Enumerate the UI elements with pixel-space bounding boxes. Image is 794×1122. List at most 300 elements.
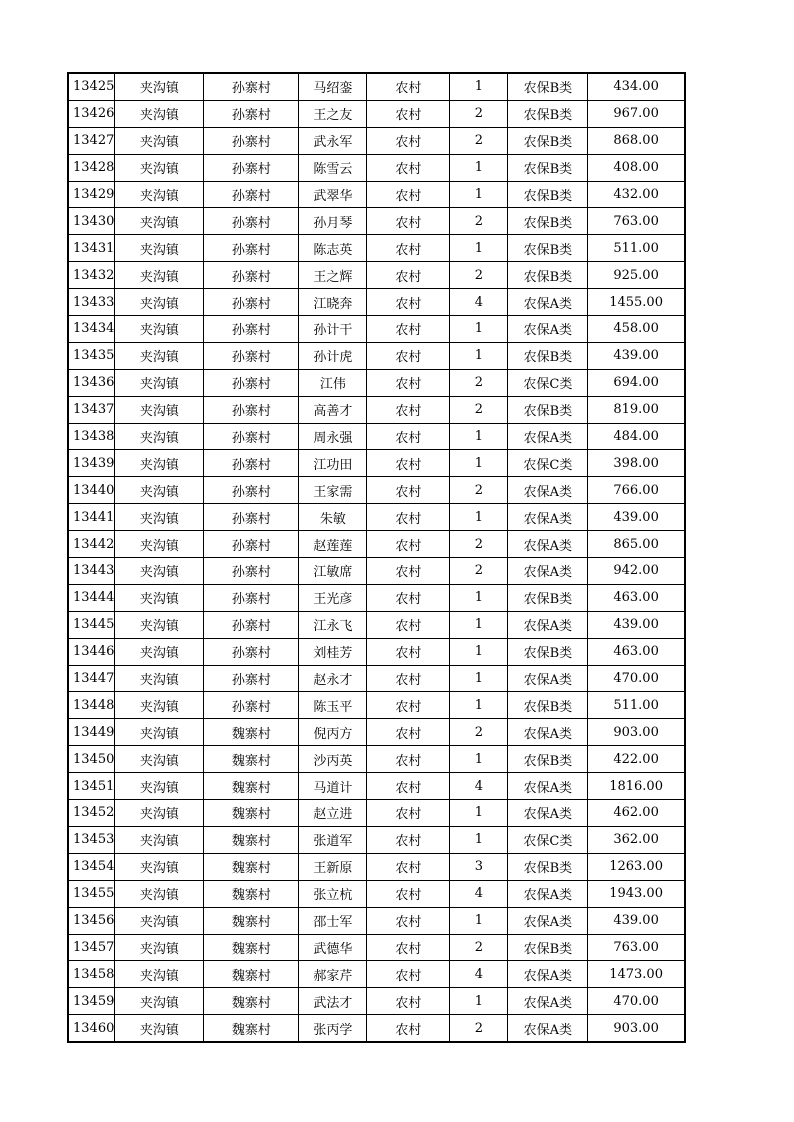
cell-insurance-category: 农保A类 (508, 477, 588, 504)
cell-household-count: 1 (450, 316, 508, 343)
cell-town: 夹沟镇 (115, 611, 204, 638)
cell-household-count: 1 (450, 611, 508, 638)
cell-insurance-category: 农保A类 (508, 961, 588, 988)
cell-town: 夹沟镇 (115, 826, 204, 853)
table-body (68, 73, 685, 1042)
table-row (68, 154, 685, 181)
cell-name: 邵士军 (299, 907, 367, 934)
table-row (68, 450, 685, 477)
cell-area-type: 农村 (367, 423, 450, 450)
cell-town: 夹沟镇 (115, 638, 204, 665)
cell-insurance-category: 农保A类 (508, 531, 588, 558)
cell-household-count: 2 (450, 262, 508, 289)
cell-area-type: 农村 (367, 208, 450, 235)
cell-area-type: 农村 (367, 558, 450, 585)
cell-name: 王家需 (299, 477, 367, 504)
cell-household-count: 1 (450, 235, 508, 262)
table-row (68, 100, 685, 127)
cell-insurance-category: 农保B类 (508, 638, 588, 665)
cell-town: 夹沟镇 (115, 773, 204, 800)
cell-household-count: 1 (450, 181, 508, 208)
cell-record-id: 13438 (68, 423, 115, 450)
cell-name: 赵莲莲 (299, 531, 367, 558)
cell-insurance-category: 农保B类 (508, 262, 588, 289)
cell-amount: 1473.00 (588, 961, 685, 988)
table-row (68, 73, 685, 100)
cell-insurance-category: 农保B类 (508, 934, 588, 961)
cell-insurance-category: 农保C类 (508, 826, 588, 853)
cell-household-count: 1 (450, 423, 508, 450)
table-row (68, 746, 685, 773)
cell-town: 夹沟镇 (115, 531, 204, 558)
cell-village: 孙寨村 (204, 316, 299, 343)
cell-household-count: 1 (450, 73, 508, 100)
cell-record-id: 13459 (68, 988, 115, 1015)
cell-insurance-category: 农保B类 (508, 127, 588, 154)
table-row (68, 423, 685, 450)
cell-amount: 766.00 (588, 477, 685, 504)
cell-area-type: 农村 (367, 961, 450, 988)
cell-town: 夹沟镇 (115, 73, 204, 100)
cell-area-type: 农村 (367, 826, 450, 853)
cell-village: 孙寨村 (204, 584, 299, 611)
cell-amount: 439.00 (588, 907, 685, 934)
cell-name: 郝家芹 (299, 961, 367, 988)
cell-amount: 439.00 (588, 504, 685, 531)
cell-insurance-category: 农保C类 (508, 369, 588, 396)
cell-village: 孙寨村 (204, 638, 299, 665)
cell-name: 赵永才 (299, 665, 367, 692)
cell-name: 武永军 (299, 127, 367, 154)
cell-area-type: 农村 (367, 342, 450, 369)
cell-name: 孙计虎 (299, 342, 367, 369)
cell-name: 马绍銮 (299, 73, 367, 100)
cell-name: 孙月琴 (299, 208, 367, 235)
table-row (68, 342, 685, 369)
cell-household-count: 4 (450, 961, 508, 988)
cell-record-id: 13440 (68, 477, 115, 504)
cell-name: 王光彦 (299, 584, 367, 611)
cell-record-id: 13437 (68, 396, 115, 423)
cell-village: 魏寨村 (204, 907, 299, 934)
table-row (68, 719, 685, 746)
cell-record-id: 13436 (68, 369, 115, 396)
cell-amount: 463.00 (588, 638, 685, 665)
cell-insurance-category: 农保B类 (508, 73, 588, 100)
table-row (68, 961, 685, 988)
cell-amount: 484.00 (588, 423, 685, 450)
cell-household-count: 1 (450, 746, 508, 773)
cell-town: 夹沟镇 (115, 262, 204, 289)
table-row (68, 181, 685, 208)
cell-record-id: 13450 (68, 746, 115, 773)
cell-name: 江伟 (299, 369, 367, 396)
cell-village: 孙寨村 (204, 692, 299, 719)
cell-insurance-category: 农保C类 (508, 450, 588, 477)
cell-town: 夹沟镇 (115, 342, 204, 369)
cell-town: 夹沟镇 (115, 800, 204, 827)
table-row (68, 584, 685, 611)
cell-town: 夹沟镇 (115, 746, 204, 773)
cell-area-type: 农村 (367, 127, 450, 154)
cell-household-count: 1 (450, 584, 508, 611)
cell-household-count: 1 (450, 154, 508, 181)
cell-name: 江永飞 (299, 611, 367, 638)
table-row (68, 853, 685, 880)
cell-village: 魏寨村 (204, 1015, 299, 1042)
cell-record-id: 13449 (68, 719, 115, 746)
cell-village: 魏寨村 (204, 880, 299, 907)
cell-record-id: 13446 (68, 638, 115, 665)
cell-name: 张道军 (299, 826, 367, 853)
cell-town: 夹沟镇 (115, 853, 204, 880)
table-row (68, 262, 685, 289)
table-row (68, 665, 685, 692)
cell-household-count: 1 (450, 692, 508, 719)
cell-record-id: 13428 (68, 154, 115, 181)
cell-amount: 942.00 (588, 558, 685, 585)
cell-record-id: 13441 (68, 504, 115, 531)
cell-record-id: 13447 (68, 665, 115, 692)
cell-village: 孙寨村 (204, 262, 299, 289)
cell-amount: 434.00 (588, 73, 685, 100)
cell-insurance-category: 农保A类 (508, 800, 588, 827)
table-row (68, 1015, 685, 1042)
table-row (68, 504, 685, 531)
cell-area-type: 农村 (367, 73, 450, 100)
cell-village: 孙寨村 (204, 665, 299, 692)
cell-name: 周永强 (299, 423, 367, 450)
cell-record-id: 13426 (68, 100, 115, 127)
cell-village: 魏寨村 (204, 826, 299, 853)
cell-town: 夹沟镇 (115, 1015, 204, 1042)
cell-village: 孙寨村 (204, 235, 299, 262)
cell-name: 陈志英 (299, 235, 367, 262)
cell-insurance-category: 农保A类 (508, 611, 588, 638)
cell-household-count: 4 (450, 289, 508, 316)
cell-record-id: 13460 (68, 1015, 115, 1042)
cell-area-type: 农村 (367, 262, 450, 289)
cell-town: 夹沟镇 (115, 692, 204, 719)
cell-amount: 1943.00 (588, 880, 685, 907)
cell-amount: 1816.00 (588, 773, 685, 800)
cell-village: 魏寨村 (204, 746, 299, 773)
cell-town: 夹沟镇 (115, 423, 204, 450)
cell-household-count: 2 (450, 477, 508, 504)
cell-area-type: 农村 (367, 934, 450, 961)
table-row (68, 316, 685, 343)
cell-amount: 439.00 (588, 342, 685, 369)
cell-household-count: 2 (450, 396, 508, 423)
cell-village: 魏寨村 (204, 719, 299, 746)
cell-household-count: 4 (450, 880, 508, 907)
cell-name: 江敏席 (299, 558, 367, 585)
cell-amount: 763.00 (588, 208, 685, 235)
cell-area-type: 农村 (367, 154, 450, 181)
table-row (68, 934, 685, 961)
cell-amount: 432.00 (588, 181, 685, 208)
cell-amount: 865.00 (588, 531, 685, 558)
cell-household-count: 2 (450, 127, 508, 154)
cell-village: 魏寨村 (204, 853, 299, 880)
cell-record-id: 13435 (68, 342, 115, 369)
cell-village: 孙寨村 (204, 611, 299, 638)
cell-village: 孙寨村 (204, 154, 299, 181)
cell-town: 夹沟镇 (115, 235, 204, 262)
cell-village: 孙寨村 (204, 423, 299, 450)
cell-record-id: 13452 (68, 800, 115, 827)
cell-area-type: 农村 (367, 746, 450, 773)
cell-town: 夹沟镇 (115, 558, 204, 585)
cell-town: 夹沟镇 (115, 504, 204, 531)
cell-insurance-category: 农保B类 (508, 342, 588, 369)
cell-town: 夹沟镇 (115, 369, 204, 396)
cell-town: 夹沟镇 (115, 665, 204, 692)
cell-name: 王之友 (299, 100, 367, 127)
records-table (67, 72, 686, 1043)
cell-record-id: 13443 (68, 558, 115, 585)
cell-amount: 967.00 (588, 100, 685, 127)
cell-town: 夹沟镇 (115, 208, 204, 235)
table-row (68, 988, 685, 1015)
cell-village: 魏寨村 (204, 934, 299, 961)
cell-insurance-category: 农保B类 (508, 154, 588, 181)
table-row (68, 289, 685, 316)
cell-area-type: 农村 (367, 531, 450, 558)
cell-household-count: 1 (450, 826, 508, 853)
cell-name: 王之辉 (299, 262, 367, 289)
cell-insurance-category: 农保A类 (508, 907, 588, 934)
cell-household-count: 1 (450, 504, 508, 531)
cell-insurance-category: 农保B类 (508, 208, 588, 235)
cell-name: 马道计 (299, 773, 367, 800)
cell-name: 武德华 (299, 934, 367, 961)
cell-name: 孙计干 (299, 316, 367, 343)
cell-village: 孙寨村 (204, 127, 299, 154)
cell-town: 夹沟镇 (115, 880, 204, 907)
table-row (68, 235, 685, 262)
cell-amount: 422.00 (588, 746, 685, 773)
cell-name: 武法才 (299, 988, 367, 1015)
cell-insurance-category: 农保B类 (508, 853, 588, 880)
table-row (68, 558, 685, 585)
cell-village: 魏寨村 (204, 773, 299, 800)
cell-village: 孙寨村 (204, 181, 299, 208)
cell-record-id: 13444 (68, 584, 115, 611)
table-row (68, 477, 685, 504)
cell-record-id: 13432 (68, 262, 115, 289)
cell-name: 赵立进 (299, 800, 367, 827)
cell-insurance-category: 农保A类 (508, 773, 588, 800)
cell-insurance-category: 农保A类 (508, 289, 588, 316)
cell-record-id: 13451 (68, 773, 115, 800)
cell-amount: 1263.00 (588, 853, 685, 880)
cell-village: 孙寨村 (204, 450, 299, 477)
cell-household-count: 1 (450, 342, 508, 369)
cell-name: 江晓奔 (299, 289, 367, 316)
cell-amount: 462.00 (588, 800, 685, 827)
cell-insurance-category: 农保A类 (508, 558, 588, 585)
cell-amount: 1455.00 (588, 289, 685, 316)
cell-town: 夹沟镇 (115, 181, 204, 208)
cell-insurance-category: 农保A类 (508, 1015, 588, 1042)
cell-record-id: 13456 (68, 907, 115, 934)
cell-amount: 470.00 (588, 665, 685, 692)
table-row (68, 880, 685, 907)
cell-village: 孙寨村 (204, 558, 299, 585)
cell-record-id: 13454 (68, 853, 115, 880)
cell-amount: 819.00 (588, 396, 685, 423)
cell-amount: 470.00 (588, 988, 685, 1015)
cell-town: 夹沟镇 (115, 988, 204, 1015)
cell-insurance-category: 农保B类 (508, 692, 588, 719)
cell-insurance-category: 农保A类 (508, 316, 588, 343)
cell-insurance-category: 农保A类 (508, 504, 588, 531)
cell-area-type: 农村 (367, 396, 450, 423)
cell-village: 孙寨村 (204, 369, 299, 396)
cell-amount: 925.00 (588, 262, 685, 289)
cell-insurance-category: 农保B类 (508, 235, 588, 262)
cell-area-type: 农村 (367, 638, 450, 665)
cell-area-type: 农村 (367, 504, 450, 531)
cell-area-type: 农村 (367, 477, 450, 504)
cell-name: 王新原 (299, 853, 367, 880)
cell-insurance-category: 农保B类 (508, 396, 588, 423)
cell-insurance-category: 农保B类 (508, 584, 588, 611)
cell-household-count: 2 (450, 558, 508, 585)
cell-name: 刘桂芳 (299, 638, 367, 665)
cell-record-id: 13448 (68, 692, 115, 719)
cell-area-type: 农村 (367, 584, 450, 611)
cell-amount: 763.00 (588, 934, 685, 961)
cell-record-id: 13453 (68, 826, 115, 853)
cell-household-count: 1 (450, 907, 508, 934)
cell-record-id: 13429 (68, 181, 115, 208)
cell-amount: 903.00 (588, 719, 685, 746)
cell-area-type: 农村 (367, 181, 450, 208)
cell-town: 夹沟镇 (115, 127, 204, 154)
table-row (68, 531, 685, 558)
cell-insurance-category: 农保A类 (508, 880, 588, 907)
cell-household-count: 2 (450, 100, 508, 127)
cell-village: 孙寨村 (204, 289, 299, 316)
cell-village: 魏寨村 (204, 800, 299, 827)
cell-area-type: 农村 (367, 907, 450, 934)
cell-household-count: 1 (450, 665, 508, 692)
cell-household-count: 2 (450, 1015, 508, 1042)
cell-insurance-category: 农保B类 (508, 746, 588, 773)
cell-area-type: 农村 (367, 800, 450, 827)
table-row (68, 773, 685, 800)
cell-area-type: 农村 (367, 719, 450, 746)
cell-record-id: 13457 (68, 934, 115, 961)
cell-amount: 398.00 (588, 450, 685, 477)
table-row (68, 692, 685, 719)
cell-record-id: 13430 (68, 208, 115, 235)
cell-amount: 362.00 (588, 826, 685, 853)
cell-town: 夹沟镇 (115, 719, 204, 746)
cell-insurance-category: 农保B类 (508, 100, 588, 127)
cell-household-count: 2 (450, 208, 508, 235)
cell-town: 夹沟镇 (115, 450, 204, 477)
cell-area-type: 农村 (367, 450, 450, 477)
cell-town: 夹沟镇 (115, 316, 204, 343)
cell-record-id: 13434 (68, 316, 115, 343)
cell-village: 孙寨村 (204, 208, 299, 235)
cell-village: 魏寨村 (204, 988, 299, 1015)
cell-area-type: 农村 (367, 692, 450, 719)
cell-insurance-category: 农保A类 (508, 665, 588, 692)
cell-household-count: 1 (450, 638, 508, 665)
cell-village: 孙寨村 (204, 342, 299, 369)
cell-insurance-category: 农保B类 (508, 181, 588, 208)
table-row (68, 127, 685, 154)
cell-area-type: 农村 (367, 665, 450, 692)
table-row (68, 638, 685, 665)
cell-village: 孙寨村 (204, 531, 299, 558)
cell-village: 孙寨村 (204, 504, 299, 531)
cell-record-id: 13455 (68, 880, 115, 907)
cell-area-type: 农村 (367, 880, 450, 907)
table-row (68, 611, 685, 638)
cell-village: 孙寨村 (204, 73, 299, 100)
cell-record-id: 13431 (68, 235, 115, 262)
cell-town: 夹沟镇 (115, 100, 204, 127)
cell-area-type: 农村 (367, 289, 450, 316)
cell-area-type: 农村 (367, 853, 450, 880)
cell-household-count: 2 (450, 719, 508, 746)
cell-amount: 458.00 (588, 316, 685, 343)
cell-amount: 463.00 (588, 584, 685, 611)
cell-name: 江功田 (299, 450, 367, 477)
cell-insurance-category: 农保A类 (508, 423, 588, 450)
cell-record-id: 13445 (68, 611, 115, 638)
cell-record-id: 13458 (68, 961, 115, 988)
cell-town: 夹沟镇 (115, 289, 204, 316)
cell-area-type: 农村 (367, 316, 450, 343)
cell-amount: 903.00 (588, 1015, 685, 1042)
cell-town: 夹沟镇 (115, 477, 204, 504)
cell-name: 陈雪云 (299, 154, 367, 181)
cell-amount: 439.00 (588, 611, 685, 638)
cell-area-type: 农村 (367, 369, 450, 396)
cell-town: 夹沟镇 (115, 961, 204, 988)
cell-area-type: 农村 (367, 100, 450, 127)
cell-town: 夹沟镇 (115, 396, 204, 423)
cell-amount: 511.00 (588, 692, 685, 719)
cell-name: 张立杭 (299, 880, 367, 907)
table-row (68, 907, 685, 934)
cell-village: 孙寨村 (204, 100, 299, 127)
cell-record-id: 13442 (68, 531, 115, 558)
cell-household-count: 1 (450, 800, 508, 827)
cell-name: 朱敏 (299, 504, 367, 531)
cell-household-count: 3 (450, 853, 508, 880)
cell-area-type: 农村 (367, 235, 450, 262)
cell-insurance-category: 农保A类 (508, 988, 588, 1015)
cell-record-id: 13427 (68, 127, 115, 154)
cell-village: 魏寨村 (204, 961, 299, 988)
cell-name: 高善才 (299, 396, 367, 423)
cell-name: 倪丙方 (299, 719, 367, 746)
cell-town: 夹沟镇 (115, 907, 204, 934)
cell-town: 夹沟镇 (115, 934, 204, 961)
table-row (68, 396, 685, 423)
cell-town: 夹沟镇 (115, 154, 204, 181)
cell-village: 孙寨村 (204, 477, 299, 504)
table-row (68, 800, 685, 827)
cell-amount: 694.00 (588, 369, 685, 396)
